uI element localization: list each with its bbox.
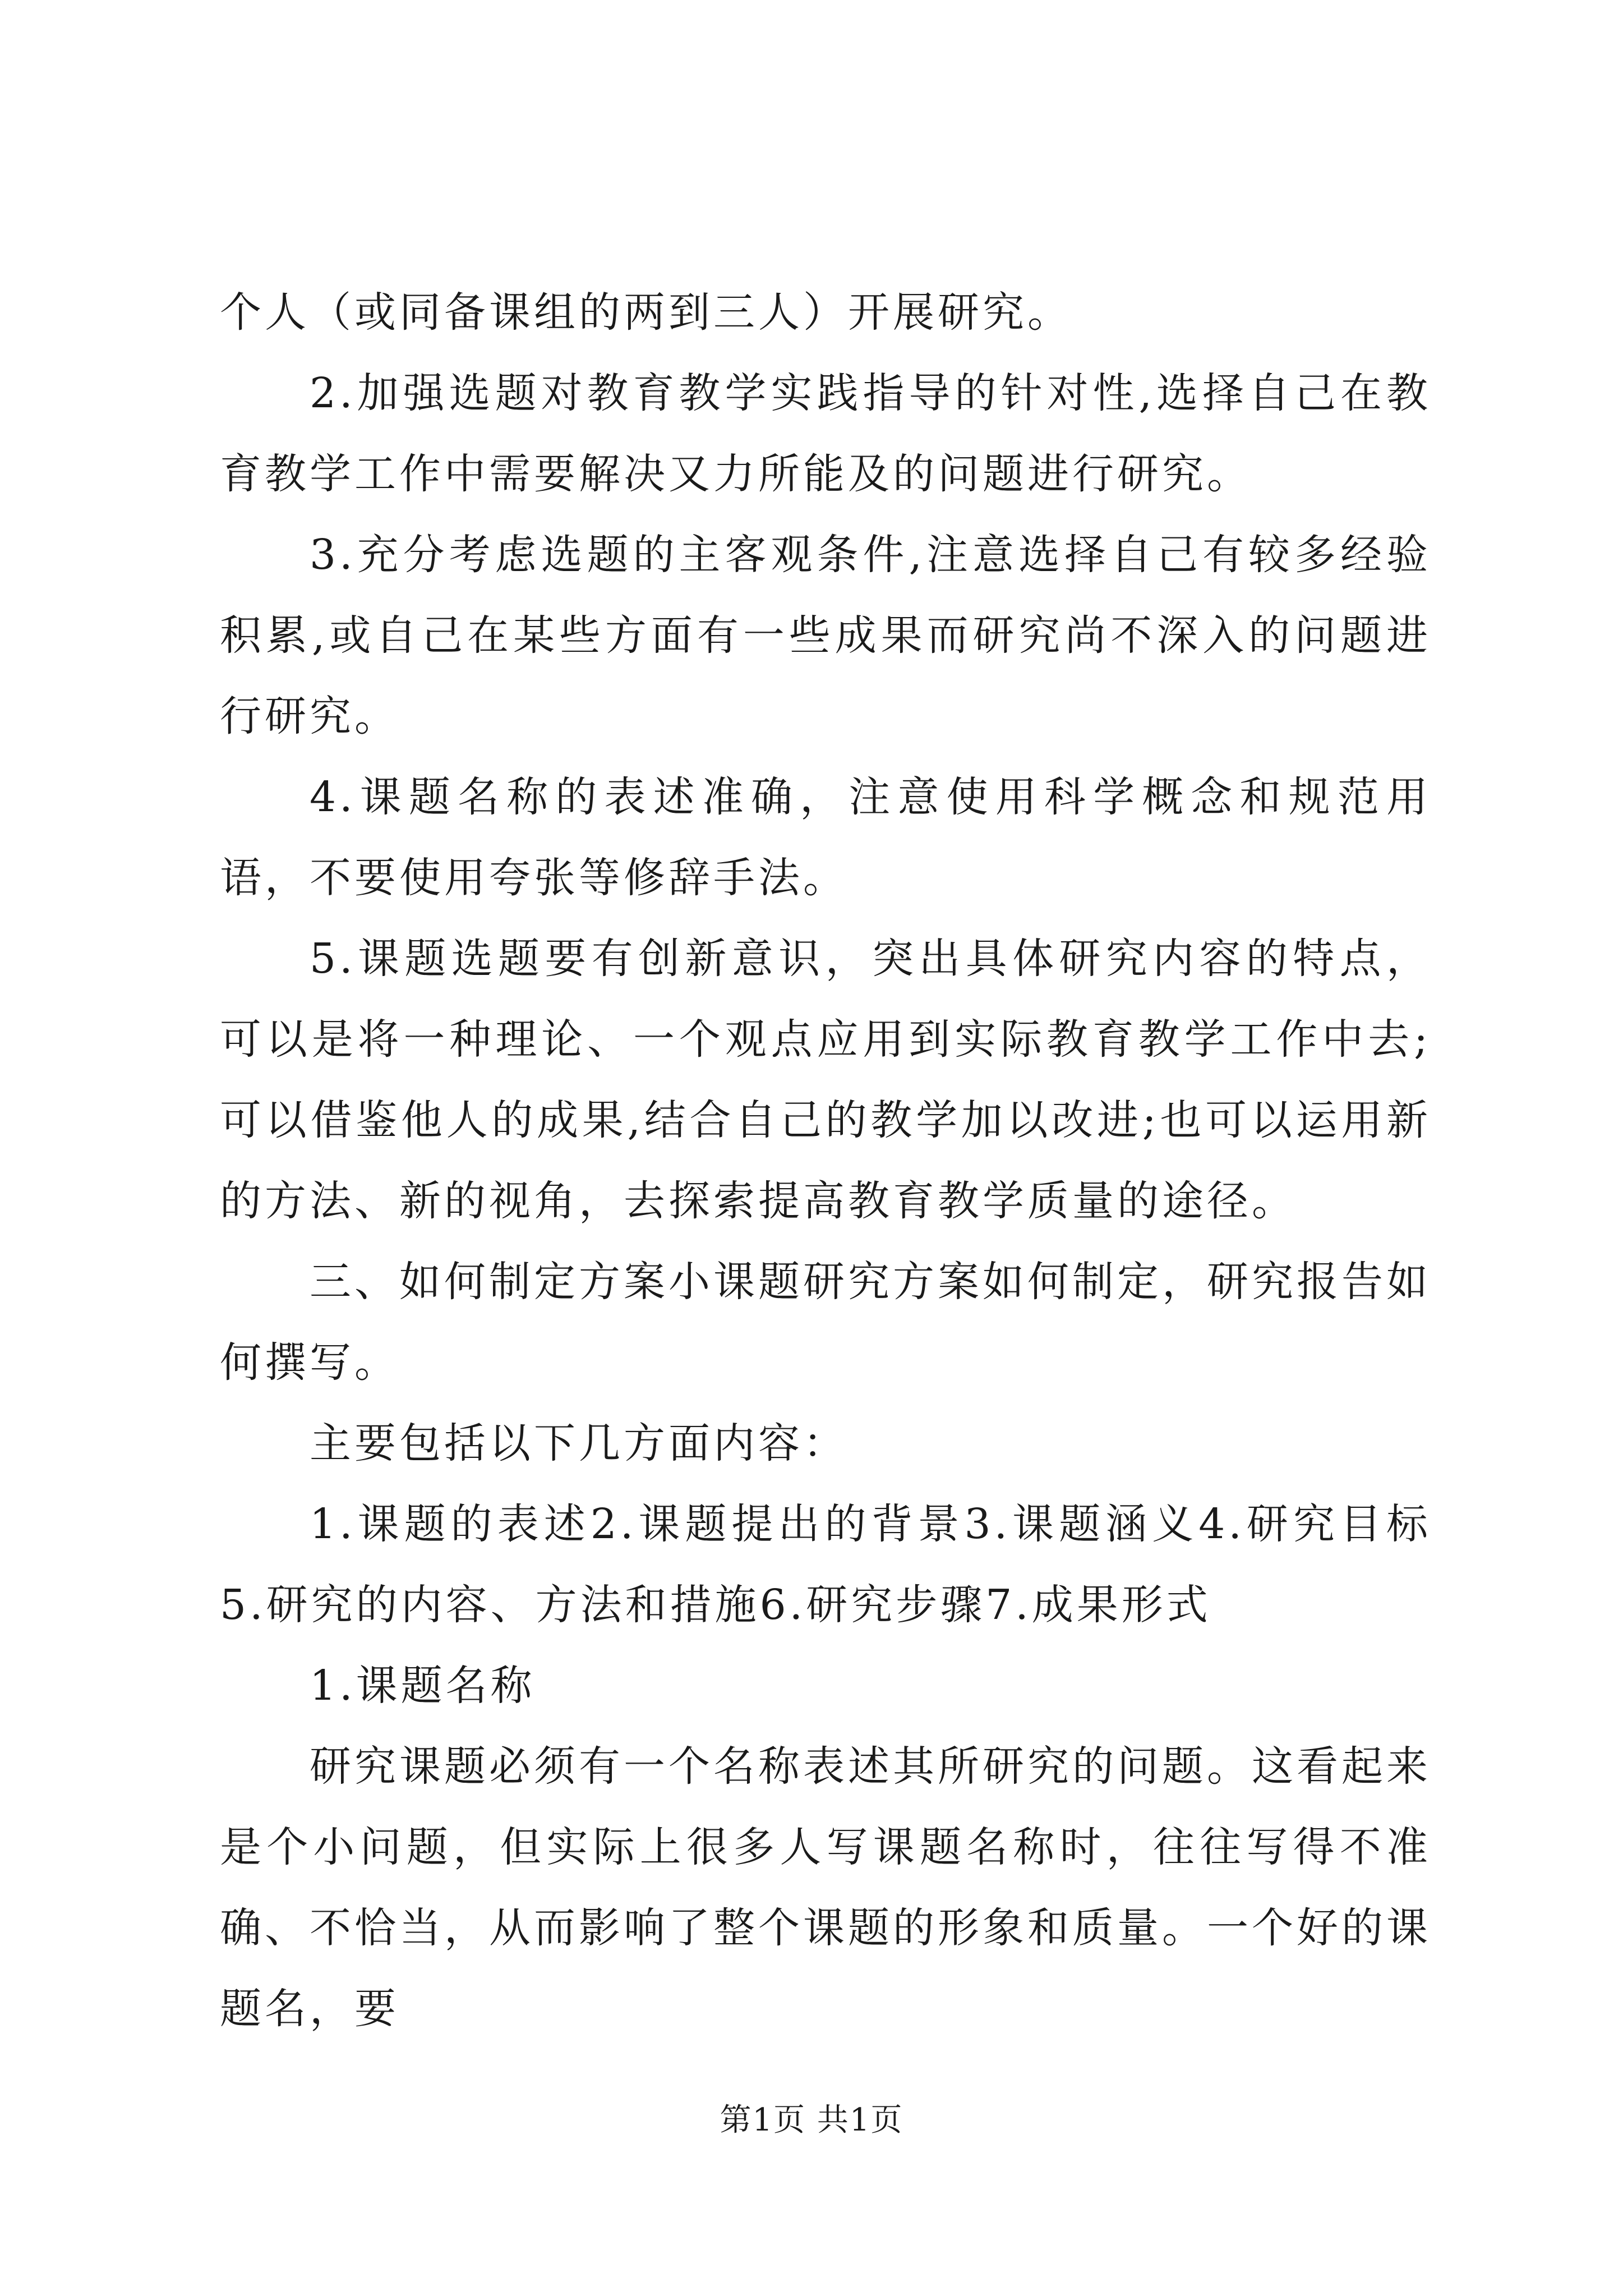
- paragraph-7: 主要包括以下几方面内容：: [310, 1419, 848, 1467]
- paragraph-3: 3.充分考虑选题的主客观条件,注意选择自己有较多经验积累,或自己在某些方面有一些成果而研究尚不深入的问题进行研究。: [220, 531, 1431, 740]
- paragraph-5: 5.课题选题要有创新意识，突出具体研究内容的特点，可以是将一种理论、一个观点应用到实际教育教学工作中去;可以借鉴他人的成果,结合自己的教学加以改进;也可以运用新的方法、新的视角，去探索提高教育教学质量的途径。: [220, 935, 1431, 1225]
- paragraph-6: 三、如何制定方案小课题研究方案如何制定，研究报告如何撰写。: [220, 1258, 1431, 1387]
- page-footer: [0, 2098, 1623, 2143]
- page-number-label: 第1页 共1页: [720, 2102, 903, 2138]
- paragraph-1: 个人（或同备课组的两到三人）开展研究。: [220, 288, 1072, 337]
- paragraph-8: 1.课题的表述2.课题提出的背景3.课题涵义4.研究目标5.研究的内容、方法和措施6.研究步骤7.成果形式: [220, 1500, 1431, 1629]
- document-body: [220, 272, 1431, 2049]
- paragraph-4: 4.课题名称的表述准确，注意使用科学概念和规范用语，不要使用夸张等修辞手法。: [220, 773, 1431, 902]
- paragraph-2: 2.加强选题对教育教学实践指导的针对性,选择自己在教育教学工作中需要解决又力所能及的问题进行研究。: [220, 369, 1431, 498]
- paragraph-10: 研究课题必须有一个名称表述其所研究的问题。这看起来是个小问题，但实际上很多人写课题名称时，往往写得不准确、不恰当，从而影响了整个课题的形象和质量。一个好的课题名，要: [220, 1742, 1431, 2033]
- paragraph-9: 1.课题名称: [310, 1662, 536, 1710]
